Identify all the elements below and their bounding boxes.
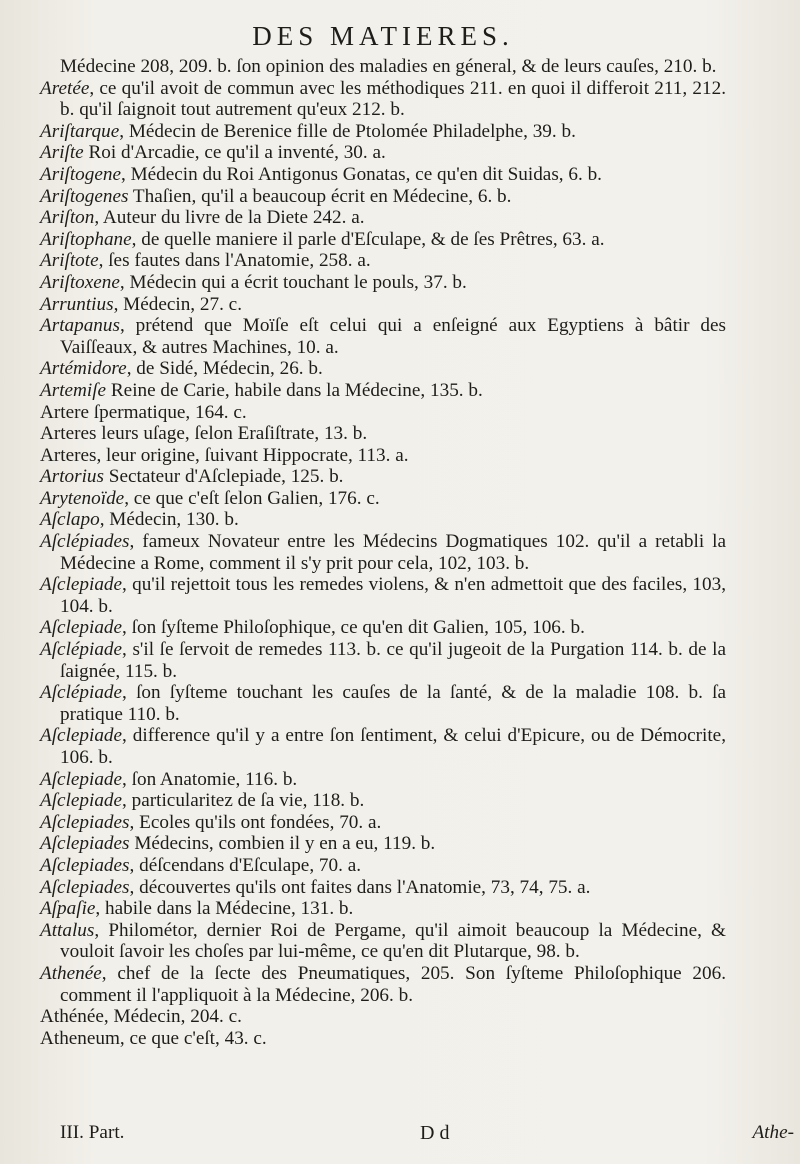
entry-headword: Artémidore [40, 358, 127, 380]
page-footer [40, 1122, 800, 1144]
entry-text: , Philométor, dernier Roi de Pergame, qu'il aimoit beaucoup la Médecine, & vouloit ſavoir les choſes par lui-même, ce qu'en dit Plutarque, 98. b. [60, 919, 726, 963]
entry-headword: Artapanus [40, 315, 120, 337]
index-entry [40, 229, 726, 251]
entry-headword: Ariſtophane [40, 228, 132, 250]
entry-text: , chef de la ſecte des Pneumatiques, 205. Son ſyſteme Philoſophique 206. comment il l'appliquoit à la Médecine, 206. b. [60, 962, 726, 1006]
entry-text: Athénée, Médecin, 204. c. [40, 1006, 242, 1028]
index-entry [40, 574, 726, 617]
entry-text: , Ecoles qu'ils ont fondées, 70. a. [129, 811, 382, 833]
entry-headword: Arruntius [40, 293, 114, 315]
index-entry [40, 380, 726, 402]
entry-text: , fameux Novateur entre les Médecins Dogmatiques 102. qu'il a retabli la Médecine a Rome, comment il s'y prit pour cela, 102, 103. b. [60, 531, 726, 574]
index-entry [40, 56, 726, 78]
entry-headword: Ariſtoxene [40, 271, 120, 293]
index-entry [40, 142, 726, 164]
index-entries [40, 56, 726, 1049]
entry-text: , qu'il rejettoit tous les remedes violens, & n'en admettoit que des faciles, 103, 104. b. [60, 574, 726, 617]
index-entry [40, 855, 726, 877]
entry-headword: Aſclepiades [40, 854, 130, 876]
index-entry [40, 531, 726, 574]
entry-text: , ce qu'il avoit de commun avec les méthodiques 211. en quoi il differoit 211, 212. b. qu'il ſaignoit tout autrement qu'eux 212. b. [60, 77, 726, 121]
entry-headword: Attalus [40, 919, 95, 941]
entry-headword: Aſclepiade [40, 790, 123, 812]
index-entry [40, 617, 726, 639]
entry-text: , découvertes qu'ils ont faites dans l'Anatomie, 73, 74, 75. a. [129, 876, 591, 898]
entry-headword: Ariſton [40, 207, 95, 229]
catchword: Athe- [752, 1122, 794, 1143]
entry-text: , Médecin du Roi Antigonus Gonatas, ce qu'en dit Suidas, 6. b. [121, 163, 602, 185]
index-entry [40, 250, 726, 272]
entry-headword: Ariſtote [40, 250, 99, 272]
index-entry [40, 1006, 726, 1028]
entry-text: Thaſien, qu'il a beaucoup écrit en Médecine, 6. b. [128, 185, 512, 207]
entry-text: , de quelle maniere il parle d'Eſculape, & de ſes Prêtres, 63. a. [131, 228, 605, 250]
entry-headword: Ariſtogene [40, 163, 121, 185]
index-entry [40, 769, 726, 791]
index-entry [40, 315, 726, 358]
index-entry [40, 78, 726, 121]
entry-headword: Arytenoïde [40, 487, 125, 509]
entry-headword: Athenée [40, 962, 102, 984]
index-entry [40, 812, 726, 834]
entry-headword: Aſclepiades [40, 876, 130, 898]
index-entry [40, 294, 726, 316]
index-entry [40, 725, 726, 768]
entry-headword: Aſclépiade [40, 639, 123, 661]
entry-text: Reine de Carie, habile dans la Médecine, 135. b. [106, 379, 483, 401]
index-entry [40, 877, 726, 899]
index-entry [40, 445, 726, 467]
entry-headword: Aſclapo [40, 509, 100, 531]
index-entry [40, 402, 726, 424]
index-entry [40, 272, 726, 294]
entry-text: Roi d'Arcadie, ce qu'il a inventé, 30. a. [83, 142, 386, 164]
page-title: DES MATIERES. [252, 21, 514, 51]
index-entry [40, 639, 726, 682]
entry-headword: Aſclepiade [40, 617, 123, 639]
index-entry [40, 833, 726, 855]
index-entry [40, 963, 726, 1006]
entry-text: , ſon ſyſteme Philoſophique, ce qu'en dit Galien, 105, 106. b. [122, 617, 585, 639]
entry-headword: Aſclepiade [40, 768, 123, 790]
entry-headword: Aretée [40, 77, 90, 99]
entry-text: , Médecin, 27. c. [113, 293, 242, 315]
entry-text: , ſon Anatomie, 116. b. [122, 768, 298, 790]
entry-text: , Médecin qui a écrit touchant le pouls, 37. b. [119, 271, 467, 293]
index-entry [40, 466, 726, 488]
index-entry [40, 488, 726, 510]
index-entry [40, 509, 726, 531]
index-entry [40, 1028, 726, 1050]
entry-text: , s'il ſe ſervoit de remedes 113. b. ce qu'il jugeoit de la Purgation 114. b. de la ſaignée, 115. b. [60, 639, 726, 682]
entry-text: , Auteur du livre de la Diete 242. a. [94, 207, 365, 229]
index-entry [40, 358, 726, 380]
index-entry [40, 121, 726, 143]
entry-headword: Aſpaſie [40, 898, 96, 920]
index-entry [40, 186, 726, 208]
entry-text: Arteres, leur origine, ſuivant Hippocrate, 113. a. [40, 444, 409, 466]
entry-headword: Aſclepiade [40, 574, 123, 596]
signature-mark: III. Part. [60, 1122, 125, 1143]
entry-text: , habile dans la Médecine, 131. b. [95, 898, 354, 920]
entry-text: , ſon ſyſteme touchant les cauſes de la ſanté, & de la maladie 108. b. ſa pratique 110. b. [60, 682, 726, 725]
index-entry [40, 898, 726, 920]
entry-text: , ce que c'eſt ſelon Galien, 176. c. [124, 487, 380, 509]
entry-headword: Ariſtogenes [40, 185, 129, 207]
entry-headword: Ariſte [40, 142, 84, 164]
entry-text: , Médecin, 130. b. [99, 509, 239, 531]
gathering-mark: D d [420, 1122, 450, 1144]
entry-text: , déſcendans d'Eſculape, 70. a. [129, 854, 362, 876]
index-entry [40, 164, 726, 186]
entry-text: , de Sidé, Médecin, 26. b. [126, 358, 323, 380]
entry-text: , difference qu'il y a entre ſon ſentiment, & celui d'Epicure, ou de Démocrite, 106. b. [60, 725, 726, 768]
entry-headword: Aſclepiades [40, 833, 130, 855]
entry-text: Sectateur d'Aſclepiade, 125. b. [103, 466, 344, 488]
entry-text: Arteres leurs uſage, ſelon Eraſiſtrate, 13. b. [40, 423, 368, 445]
entry-text: , ſes fautes dans l'Anatomie, 258. a. [98, 250, 371, 272]
entry-text: Médecins, combien il y en a eu, 119. b. [129, 833, 436, 855]
entry-headword: Aſclepiade [40, 725, 123, 747]
index-entry [40, 207, 726, 229]
entry-text: , particularitez de ſa vie, 118. b. [122, 790, 365, 812]
entry-text: Artere ſpermatique, 164. c. [40, 401, 247, 423]
entry-text: Atheneum, ce que c'eſt, 43. c. [40, 1027, 267, 1049]
entry-text: Médecine 208, 209. b. ſon opinion des maladies en géneral, & de leurs cauſes, 210. b. [60, 56, 717, 77]
entry-text: , prétend que Moïſe eſt celui qui a enſeigné aux Egyptiens à bâtir des Vaiſſeaux, & autres Machines, 10. a. [60, 315, 726, 358]
entry-headword: Aſclépiade [40, 682, 123, 704]
entry-headword: Aſclepiades [40, 811, 130, 833]
index-entry [40, 423, 726, 445]
entry-headword: Aſclépiades [40, 531, 130, 553]
entry-headword: Artorius [40, 466, 104, 488]
index-entry [40, 682, 726, 725]
index-entry [40, 790, 726, 812]
entry-text: , Médecin de Berenice fille de Ptolomée Philadelphe, 39. b. [119, 120, 576, 142]
entry-headword: Artemiſe [40, 379, 107, 401]
index-entry [40, 920, 726, 963]
entry-headword: Ariſtarque [40, 120, 120, 142]
